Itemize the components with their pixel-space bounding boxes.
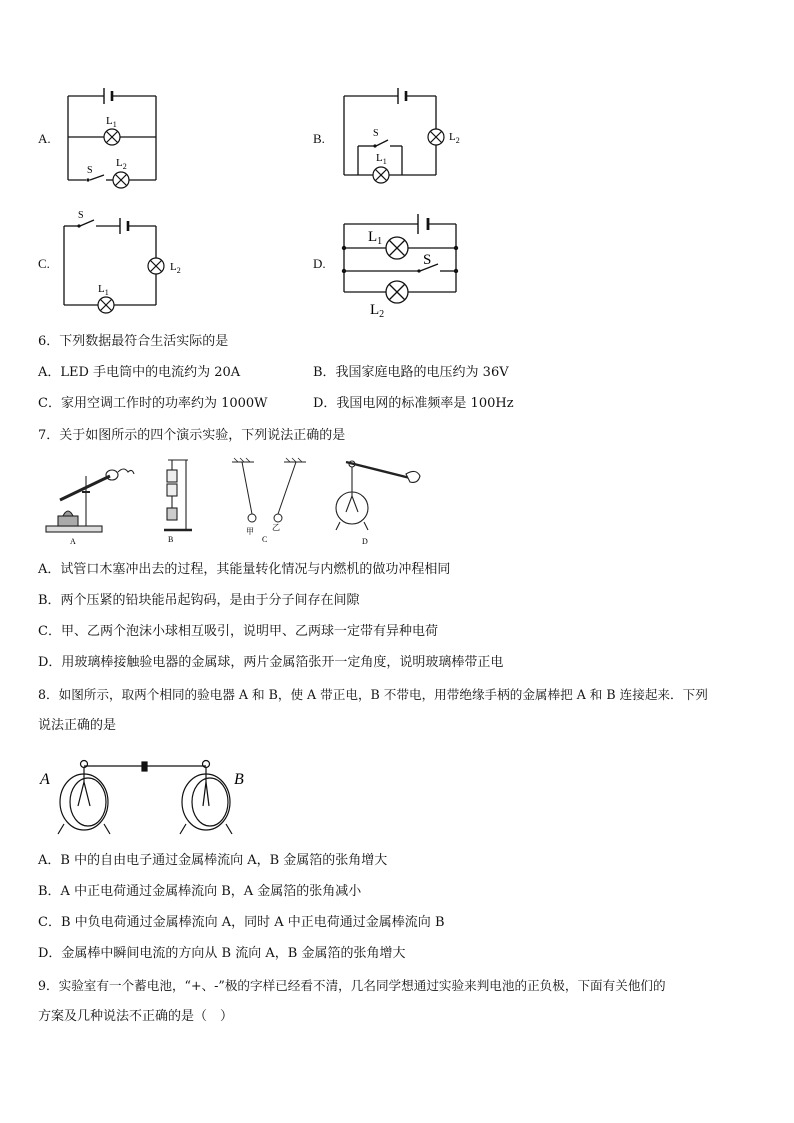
q9-stem-line1: 9．实验室有一个蓄电池，“+、-”极的字样已经看不清，几名同学想通过实验来判电池的正负极，下面有关他们的 xyxy=(38,978,666,993)
q8-option-d: D．金属棒中瞬间电流的方向从 B 流向 A，B 金属箔的张角增大 xyxy=(38,946,406,961)
lamp-label: $L_2$ xyxy=(370,302,385,320)
q7-stem: 7．关于如图所示的四个演示实验，下列说法正确的是 xyxy=(38,428,346,443)
q5-circuit-b xyxy=(336,80,476,192)
q5-option-d-label: D. xyxy=(313,256,326,271)
q6-option-d: D．我国电网的标准频率是 100Hz xyxy=(313,396,514,411)
q5-circuit-a xyxy=(60,80,170,192)
lamp-label: $L_1$ xyxy=(98,283,109,297)
lead-blocks-apparatus-icon xyxy=(164,460,192,530)
q8-option-c: C．B 中负电荷通过金属棒流向 A，同时 A 中正电荷通过金属棒流向 B xyxy=(38,915,445,930)
lamp-icon xyxy=(104,129,120,145)
figure-label-b: B xyxy=(168,535,174,544)
lamp-label: $L_2$ xyxy=(170,261,181,275)
electroscope-apparatus-icon xyxy=(336,461,420,530)
battery-icon xyxy=(398,88,406,104)
test-tube-apparatus-icon xyxy=(46,469,134,532)
q7-option-d: D．用玻璃棒接触验电器的金属球，两片金属箔张开一定角度，说明玻璃棒带正电 xyxy=(38,655,504,670)
lamp-icon xyxy=(113,172,129,188)
battery-icon xyxy=(418,214,428,234)
lamp-label: $L_1$ xyxy=(376,152,387,166)
q8-electroscopes-figure xyxy=(38,750,258,840)
figure-label-a: A xyxy=(70,537,76,546)
switch-label: S xyxy=(78,210,84,221)
ball-label-jia: 甲 xyxy=(246,527,254,536)
q7-option-b: B．两个压紧的铅块能吊起钩码，是由于分子间存在间隙 xyxy=(38,593,360,608)
lamp-label: $L_2$ xyxy=(449,131,460,145)
lamp-label: $L_2$ xyxy=(116,157,127,171)
lamp-icon xyxy=(148,258,164,274)
q6-option-b: B．我国家庭电路的电压约为 36V xyxy=(313,365,509,380)
lamp-label: $L_1$ xyxy=(106,115,117,129)
q5-option-a-label: A. xyxy=(38,131,51,146)
battery-icon xyxy=(120,218,128,234)
q6-option-a: A．LED 手电筒中的电流约为 20A xyxy=(38,365,241,380)
q9-stem-line2: 方案及几种说法不正确的是（ ） xyxy=(38,1009,234,1024)
q8-stem-line2: 说法正确的是 xyxy=(38,718,117,733)
ball-label-yi: 乙 xyxy=(272,523,280,532)
q7-option-a: A．试管口木塞冲出去的过程，其能量转化情况与内燃机的做功冲程相同 xyxy=(38,562,451,577)
lamp-icon xyxy=(428,129,444,145)
q5-option-b-label: B. xyxy=(313,131,325,146)
figure-label-c: C xyxy=(262,535,268,544)
lamp-icon xyxy=(98,297,114,313)
electroscope-b-label: B xyxy=(234,771,244,788)
q7-option-c: C．甲、乙两个泡沫小球相互吸引，说明甲、乙两球一定带有异种电荷 xyxy=(38,624,438,639)
q5-circuit-c xyxy=(60,206,200,318)
battery-icon xyxy=(104,88,112,104)
lamp-icon xyxy=(386,237,408,259)
lamp-icon xyxy=(386,281,408,303)
q6-option-c: C．家用空调工作时的功率约为 1000W xyxy=(38,396,268,411)
q8-option-b: B．A 中正电荷通过金属棒流向 B，A 金属箔的张角减小 xyxy=(38,884,362,899)
switch-label: S xyxy=(87,165,93,176)
electroscope-b-icon xyxy=(180,761,232,835)
lamp-label: $L_1$ xyxy=(368,229,383,247)
q7-experiments-figure xyxy=(40,456,430,548)
lamp-icon xyxy=(373,167,389,183)
q5-circuit-d xyxy=(336,202,476,320)
figure-label-d: D xyxy=(362,537,368,546)
switch-label: S xyxy=(373,128,379,139)
q8-option-a: A．B 中的自由电子通过金属棒流向 A，B 金属箔的张角增大 xyxy=(38,853,388,868)
q5-option-c-label: C. xyxy=(38,256,50,271)
electroscope-a-label: A xyxy=(40,771,50,788)
q6-stem: 6．下列数据最符合生活实际的是 xyxy=(38,334,229,349)
q8-stem-line1: 8．如图所示，取两个相同的验电器 A 和 B，使 A 带正电，B 不带电，用带绝缘手柄的金属棒把 A 和 B 连接起来．下列 xyxy=(38,687,708,702)
switch-label: S xyxy=(423,252,432,268)
foam-balls-apparatus-icon xyxy=(232,458,306,522)
electroscope-a-icon xyxy=(58,761,110,835)
